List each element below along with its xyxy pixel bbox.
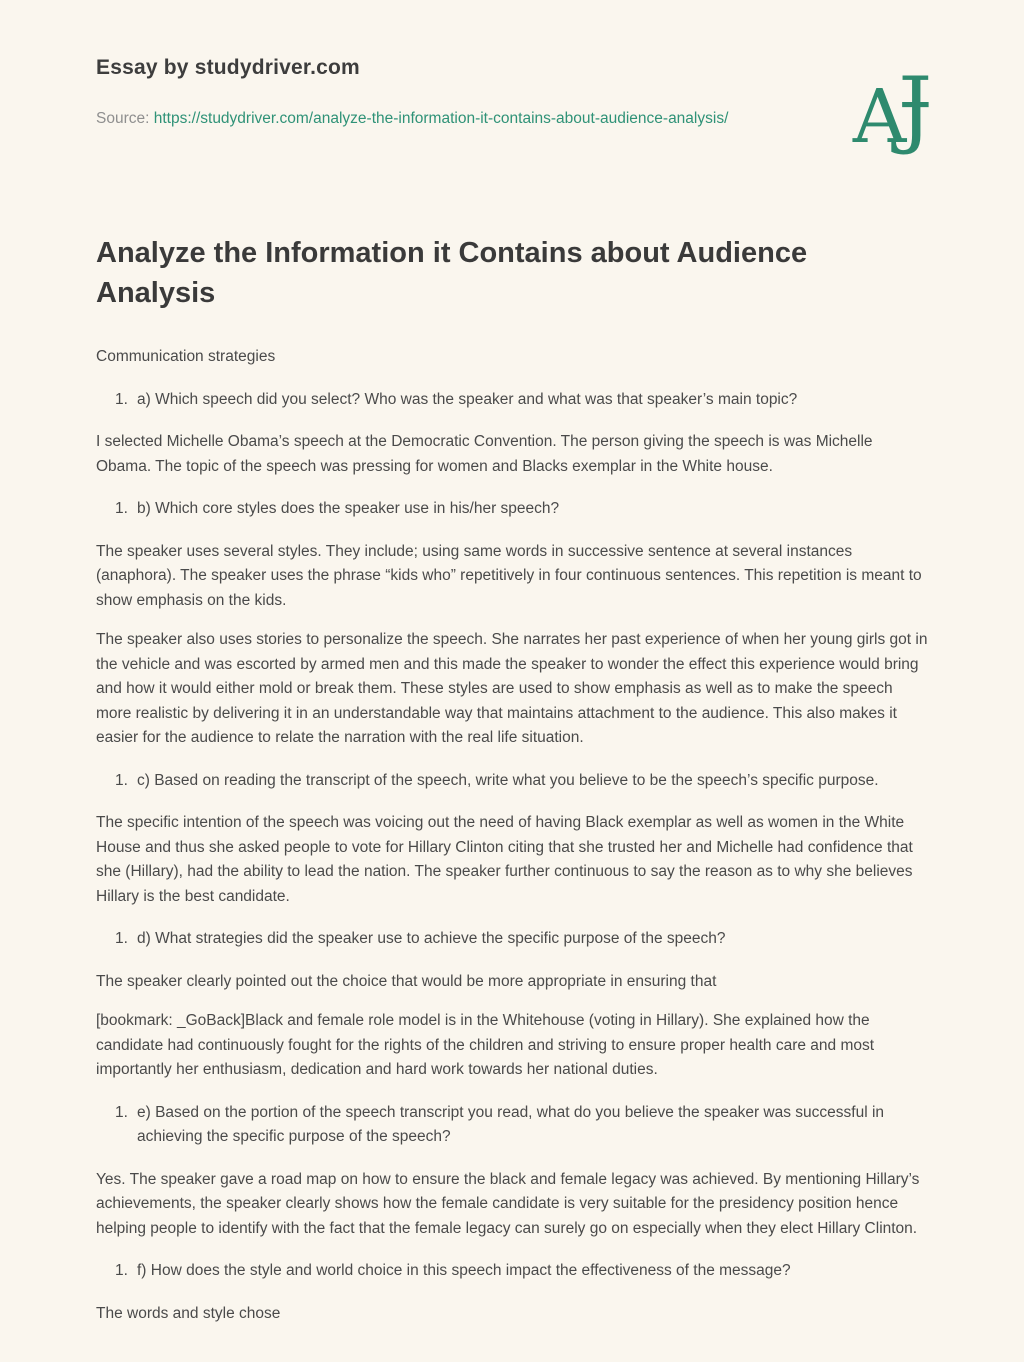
logo-glyph-a: A [852,74,907,160]
list-item [96,388,928,413]
paragraph [96,811,928,909]
paragraph [96,345,928,370]
list-item [96,497,928,522]
paragraph [96,430,928,479]
list-item-text: d) What strategies did the speaker use to achieve the specific purpose of the speech? [137,930,726,947]
paragraph-text: The speaker clearly pointed out the choice that would be more appropriate in ensuring that [96,972,717,990]
paragraph-text: The specific intention of the speech was voicing out the need of having Black exemplar as well as women in the White House and thus she asked people to vote for Hillary Clinton citing that she trusted her and Michelle had confidence that she (Hillary), had the ability to lead the nation. The speaker further continuous to say the reason as to why she believes Hillary is the best candidate. [96,814,913,905]
list-item-text: b) Which core styles does the speaker use in his/her speech? [137,500,560,517]
list-marker: 1. [115,1262,128,1279]
list-item [96,769,928,794]
logo-glyph-j: Ɉ [898,59,932,157]
paragraph-text: I selected Michelle Obama’s speech at the Democratic Convention. The person giving the speech is was Michelle Obama. The topic of the speech was pressing for women and Blacks exemplar in the White house. [96,433,873,475]
paragraph-text: The words and style chose [96,1304,281,1322]
list-marker: 1. [115,771,128,789]
paragraph [96,628,928,751]
essay-content [96,345,928,1326]
source-line [96,106,756,131]
studydriver-logo-icon [852,59,932,160]
paragraph [96,1009,928,1083]
paragraph-text: The speaker also uses stories to personalize the speech. She narrates her past experience of when her young girls got in the vehicle and was escorted by armed men and this made the speaker to wonder the effect this experience would bring and how it would either mold or break them. These styles are used to show emphasis as well as to make the speech more realistic by delivering it in an understandable way that maintains attachment to the audience. This also makes it easier for the audience to relate the narration with the real life situation. [96,631,928,746]
paragraph-text: [bookmark: _GoBack]Black and female role model is in the Whitehouse (voting in Hillary). She explained how the candidate had continuously fought for the rights of the children and striving to ensure proper health care and most importantly her enthusiasm, dedication and hard work towards her national duties. [96,1012,875,1078]
paragraph [96,1302,928,1327]
list-item-text: a) Which speech did you select? Who was the speaker and what was that speaker’s main topic? [137,390,798,408]
list-marker: 1. [115,930,128,947]
list-item-text: f) How does the style and world choice in this speech impact the effectiveness of the message? [137,1262,791,1279]
paragraph [96,540,928,614]
list-marker: 1. [115,1103,128,1121]
paragraph-text: Yes. The speaker gave a road map on how to ensure the black and female legacy was achieved. By mentioning Hillary’s achievements, the speaker clearly shows how the female candidate is very suitable for the presidency position hence helping people to identify with the fact that the female legacy can surely go on especially when they elect Hillary Clinton. [96,1170,920,1237]
list-item [96,927,928,952]
list-item-text: c) Based on reading the transcript of the speech, write what you believe to be the speech’s specific purpose. [137,771,879,789]
paragraph-text: The speaker uses several styles. They include; using same words in successive sentence at several instances (anaphora). The speaker uses the phrase “kids who” repetitively in four continuous sentences. This repetition is meant to show emphasis on the kids. [96,542,922,609]
source-url-link[interactable]: https://studydriver.com/analyze-the-information-it-contains-about-audience-analysis/ [153,110,729,127]
list-marker: 1. [115,500,128,517]
source-label: Source: [96,110,150,127]
paragraph-text: Communication strategies [96,348,276,365]
list-item-text: e) Based on the portion of the speech transcript you read, what do you believe the speaker was successful in achieving the specific purpose of the speech? [137,1103,885,1145]
list-item [96,1259,928,1284]
paragraph [96,1168,928,1242]
essay-byline: Essay by studydriver.com [96,56,360,79]
paragraph [96,970,928,995]
list-marker: 1. [115,390,128,408]
list-item [96,1101,928,1150]
page-title: Analyze the Information it Contains about Audience Analysis [96,237,808,309]
